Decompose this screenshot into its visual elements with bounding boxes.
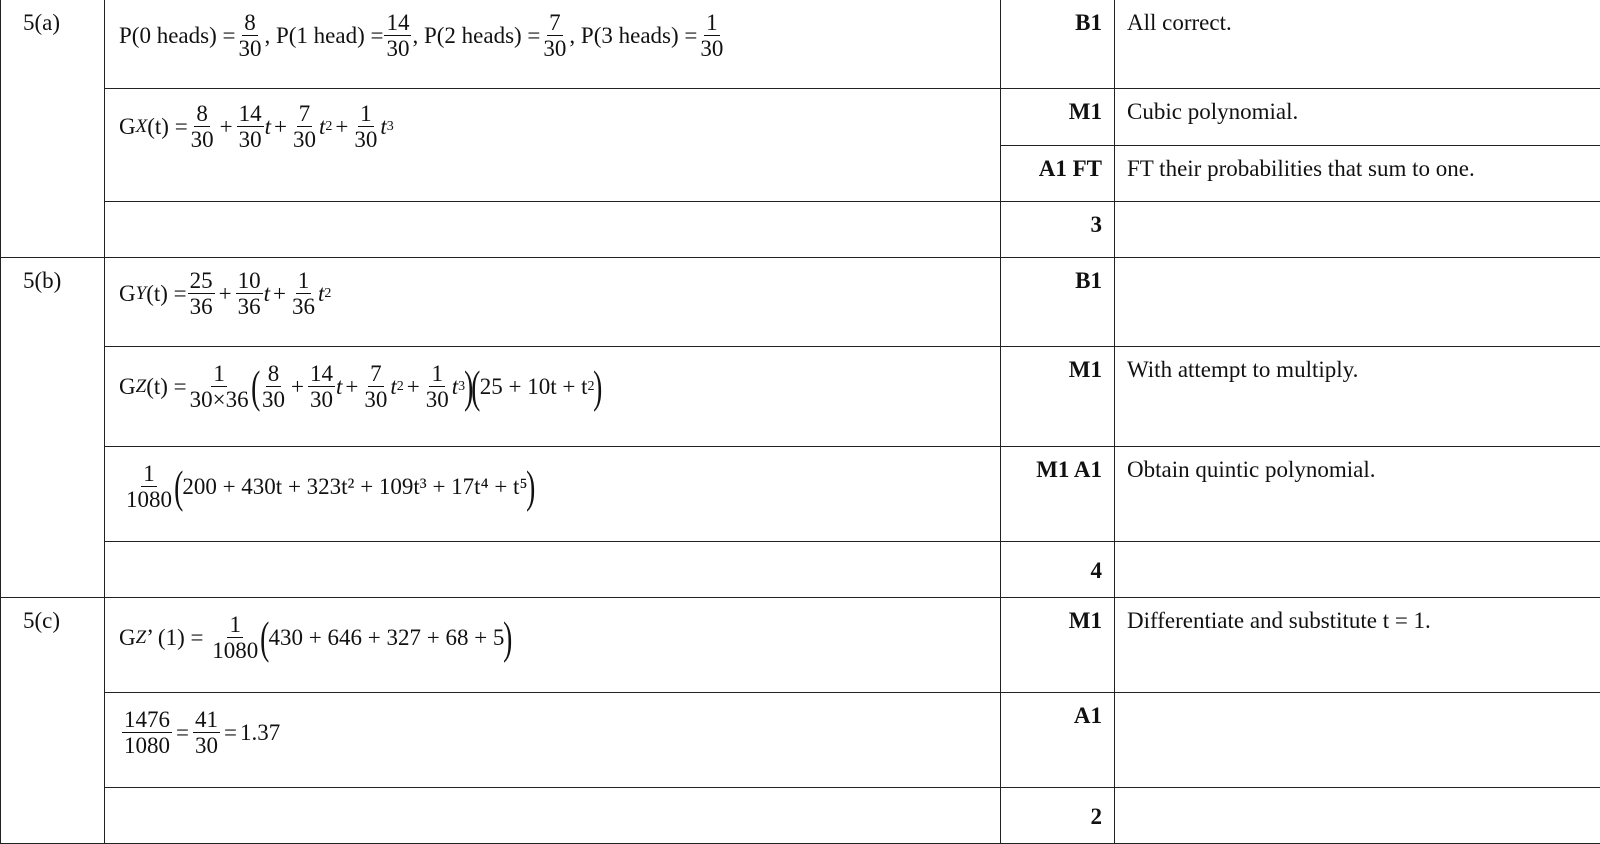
- fraction: $\frac{14}{30}$: [386, 10, 410, 62]
- prob-label: , P(1 head) =: [264, 23, 384, 49]
- guidance-cell: FT their probabilities that sum to one.: [1115, 146, 1600, 202]
- guidance-cell: [1115, 202, 1600, 258]
- marks-cell: 2: [1001, 788, 1115, 844]
- marks-cell: 3: [1001, 202, 1115, 258]
- table-row: [1, 258, 1600, 347]
- question-label: 5(a): [23, 10, 61, 35]
- quintic-polynomial: 200 + 430t + 323t² + 109t³ + 17t⁴ + t⁵: [182, 474, 528, 500]
- guidance-cell: Differentiate and substitute t = 1.: [1115, 598, 1600, 693]
- table-row: [1, 0, 1600, 89]
- table-row: [1, 788, 1600, 844]
- answer-cell: $\frac{1}{1080}$ ( 200 + 430t + 323t² + 109t³ + 17t⁴ + t⁵ ): [105, 447, 1001, 542]
- table-row: [1, 89, 1600, 146]
- prob-label: , P(2 heads) =: [412, 23, 541, 49]
- marks-cell: 4: [1001, 542, 1115, 598]
- question-cell: [1, 0, 105, 258]
- answer-cell: [105, 542, 1001, 598]
- marks-cell: M1 A1: [1001, 447, 1115, 542]
- table-row: [1, 202, 1600, 258]
- question-cell: [1, 258, 105, 598]
- answer-cell: G Z ’ (1) = $\frac{1}{1080}$ ( 430 + 646 + 327 + 68 + 5 ): [105, 598, 1001, 693]
- fraction: $\frac{8}{30}$: [238, 10, 262, 62]
- marks-cell: M1: [1001, 347, 1115, 447]
- table-row: [1, 693, 1600, 788]
- answer-cell: $\frac{1476}{1080}$ = $\frac{41}{30}$ = 1.37: [105, 693, 1001, 788]
- marks-cell: A1: [1001, 693, 1115, 788]
- answer-cell: [105, 0, 1001, 89]
- answer-cell: [105, 202, 1001, 258]
- guidance-cell: All correct.: [1115, 0, 1600, 89]
- marks-cell: B1: [1001, 0, 1115, 89]
- table-row: [1, 447, 1600, 542]
- question-label: 5(b): [23, 268, 62, 293]
- marks-cell: M1: [1001, 89, 1115, 146]
- table-row: [1, 542, 1600, 598]
- answer-cell: [105, 788, 1001, 844]
- guidance-cell: Obtain quintic polynomial.: [1115, 447, 1600, 542]
- guidance-cell: Cubic polynomial.: [1115, 89, 1600, 146]
- fraction: $\frac{1}{30}$: [700, 10, 724, 62]
- question-label: 5(c): [23, 608, 61, 633]
- guidance-cell: [1115, 788, 1600, 844]
- answer-cell: G Y (t) = $\frac{25}{36}$ + $\frac{10}{36}$ t + $\frac{1}{36}$ t 2: [105, 258, 1001, 347]
- prob-label: P(0 heads) =: [119, 23, 236, 49]
- guidance-cell: [1115, 258, 1600, 347]
- answer-cell: G Z (t) = $\frac{1}{30\times 36}$ ( $\frac{8}{30}$ + $\frac{14}{30}$ t + $\frac{7}{30}$ t 2 + $\frac{1}{30}$ t 3 ) ( 25 + 10t + t 2 ): [105, 347, 1001, 447]
- question-cell: [1, 598, 105, 844]
- guidance-cell: With attempt to multiply.: [1115, 347, 1600, 447]
- table-row: [1, 598, 1600, 693]
- marks-cell: M1: [1001, 598, 1115, 693]
- prob-label: , P(3 heads) =: [569, 23, 698, 49]
- answer-cell: G X (t) = $\frac{8}{30}$ + $\frac{14}{30}$ t + $\frac{7}{30}$ t 2 + $\frac{1}{30}$ t 3: [105, 89, 1001, 202]
- guidance-cell: [1115, 542, 1600, 598]
- fraction: $\frac{7}{30}$: [543, 10, 567, 62]
- final-result: 1.37: [239, 720, 281, 746]
- table-row: [1, 347, 1600, 447]
- marks-cell: B1: [1001, 258, 1115, 347]
- marks-cell: A1 FT: [1001, 146, 1115, 202]
- guidance-cell: [1115, 693, 1600, 788]
